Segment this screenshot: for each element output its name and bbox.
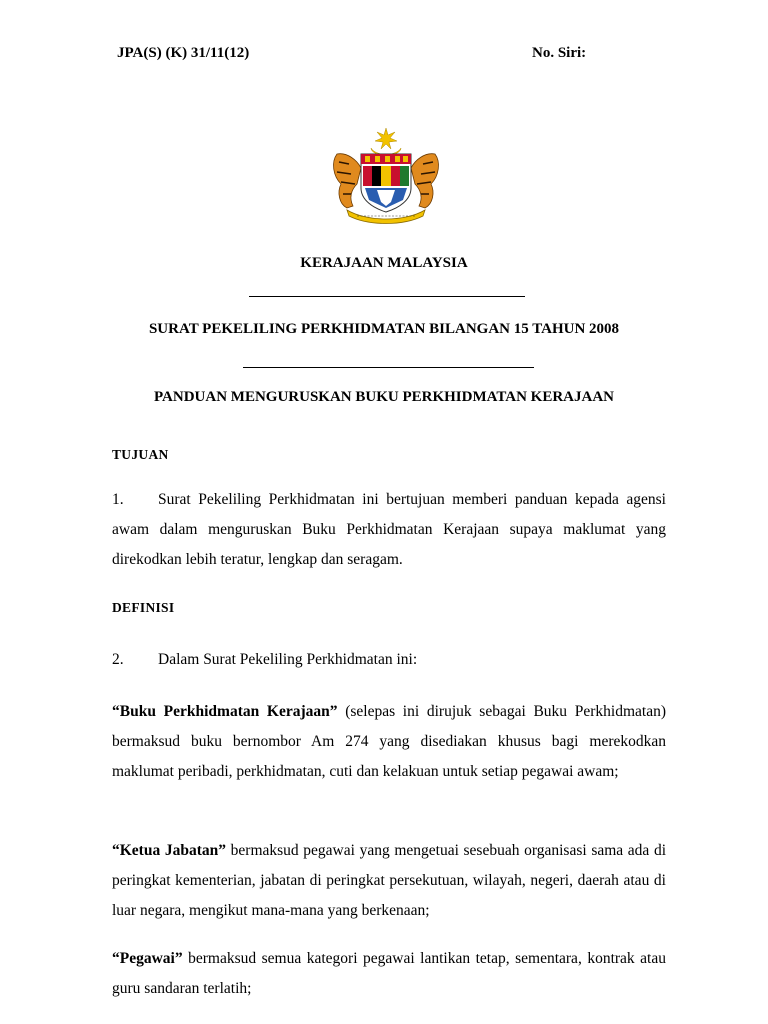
paragraph-text: Surat Pekeliling Perkhidmatan ini bertujuan memberi panduan kepada agensi awam dalam menguruskan Buku Perkhidmatan Kerajaan supaya maklumat yang direkodkan lebih teratur, lengkap dan seragam. (112, 491, 666, 568)
definition-term: “Pegawai” (112, 950, 183, 967)
paragraph-text: Dalam Surat Pekeliling Perkhidmatan ini: (158, 651, 418, 668)
section-heading-definisi: DEFINISI (112, 600, 175, 615)
reference-number: JPA(S) (K) 31/11(12) (117, 45, 250, 61)
definition-pegawai (112, 944, 666, 1004)
divider-line (243, 367, 534, 368)
definition-text: bermaksud pegawai yang mengetuai sesebuah organisasi sama ada di peringkat kementerian, jabatan di peringkat persekutuan, wilayah, negeri, daerah atau di luar negara, mengikut mana-mana yang berkenaan; (112, 842, 666, 919)
serial-number-label: No. Siri: (532, 45, 587, 61)
coat-of-arms-icon (327, 124, 445, 226)
section-heading-tujuan: TUJUAN (112, 447, 169, 462)
definition-text: bermaksud semua kategori pegawai lantikan tetap, sementara, kontrak atau guru sandaran terlatih; (112, 950, 666, 997)
paragraph-number: 2. (112, 651, 124, 668)
definition-buku-perkhidmatan (112, 697, 666, 787)
definition-term: “Buku Perkhidmatan Kerajaan” (112, 703, 338, 720)
divider-line (249, 296, 525, 297)
paragraph-1 (112, 485, 666, 575)
subject-title: PANDUAN MENGURUSKAN BUKU PERKHIDMATAN KERAJAAN (154, 389, 614, 405)
definition-text: (selepas ini dirujuk sebagai Buku Perkhidmatan) bermaksud buku bernombor Am 274 yang disediakan khusus bagi merekodkan maklumat peribadi, perkhidmatan, cuti dan kelakuan untuk setiap pegawai awam; (112, 703, 666, 780)
definition-ketua-jabatan (112, 836, 666, 926)
definition-term: “Ketua Jabatan” (112, 842, 227, 859)
paragraph-2 (112, 645, 666, 675)
circular-title: SURAT PEKELILING PERKHIDMATAN BILANGAN 15 TAHUN 2008 (148, 321, 620, 337)
paragraph-number: 1. (112, 491, 124, 508)
government-heading: KERAJAAN MALAYSIA (300, 255, 468, 271)
